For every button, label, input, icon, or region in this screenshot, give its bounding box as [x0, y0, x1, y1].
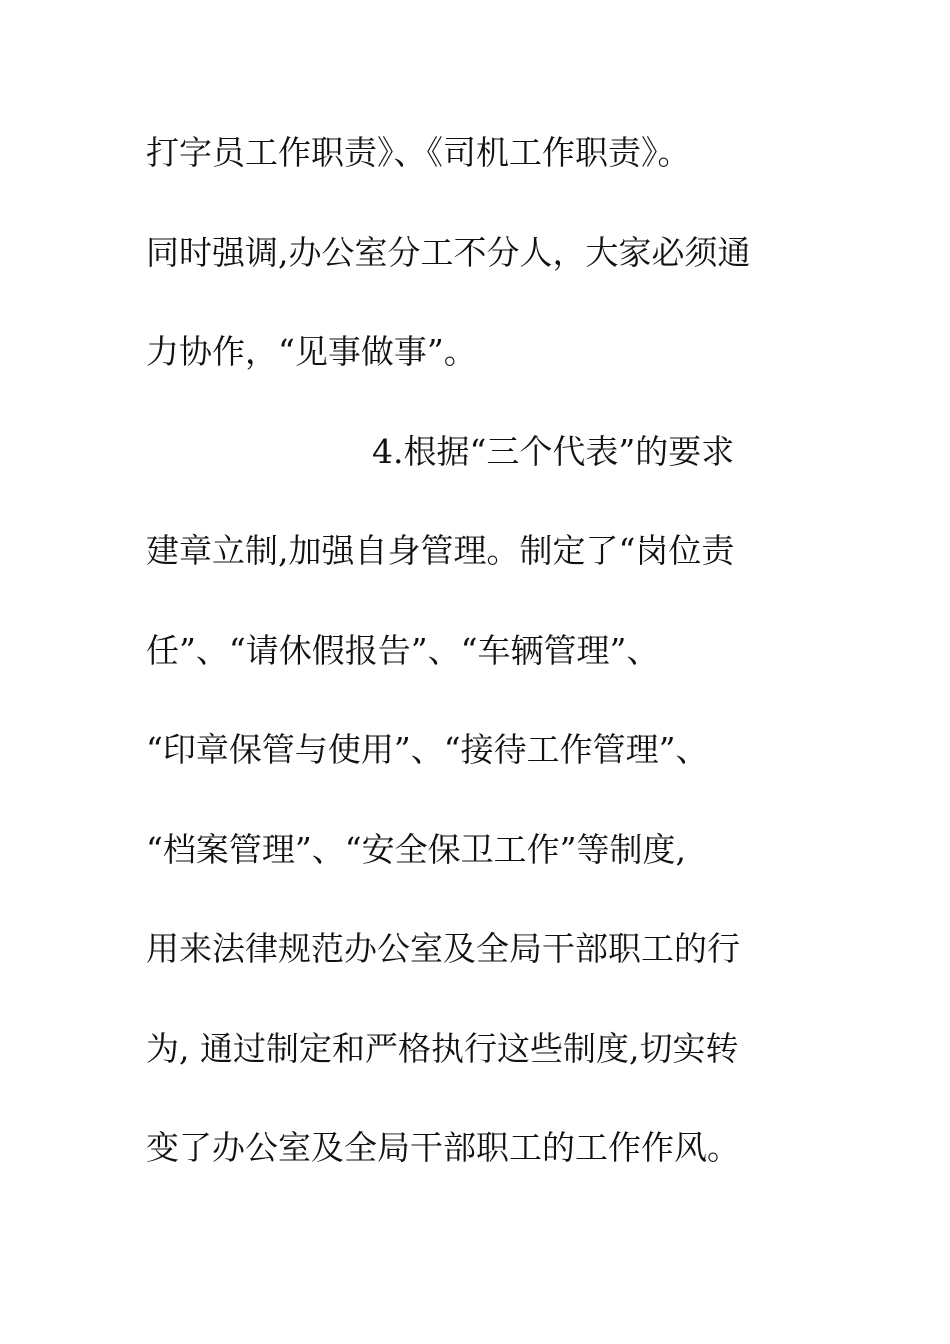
- body-text: [146, 120, 806, 1215]
- text-line: “印章保管与使用”、“接待工作管理”、: [146, 730, 709, 769]
- paragraph-start-line: 4.根据“三个代表”的要求: [372, 431, 735, 471]
- text-line: 建章立制,加强自身管理。制定了“岗位责: [146, 531, 735, 570]
- text-line: 变了办公室及全局干部职工的工作作风。: [146, 1128, 740, 1167]
- text-line: 力协作，“见事做事”。: [146, 332, 477, 371]
- text-line: 任”、“请休假报告”、“车辆管理”、: [146, 630, 660, 670]
- text-line: 打字员工作职责》、《司机工作职责》。: [146, 133, 691, 172]
- text-line: 用来法律规范办公室及全局干部职工的行: [146, 929, 740, 968]
- text-line: “档案管理”、“安全保卫工作”等制度,: [146, 829, 686, 869]
- text-line: 为, 通过制定和严格执行这些制度,切实转: [146, 1028, 739, 1068]
- text-line: 同时强调,办公室分工不分人，大家必须通: [146, 232, 751, 272]
